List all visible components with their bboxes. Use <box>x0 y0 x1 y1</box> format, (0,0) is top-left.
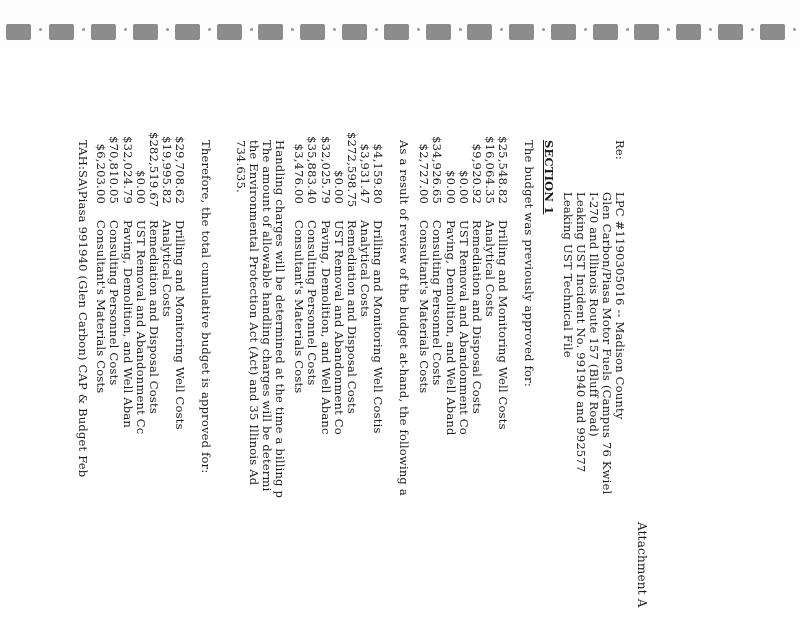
hole-mark <box>584 28 587 31</box>
budget-row <box>417 132 430 532</box>
budget-row <box>332 132 345 532</box>
budget-row <box>345 132 358 532</box>
budget-category: Consulting Personnel Costs <box>107 220 122 386</box>
punch-hole <box>217 24 242 40</box>
budget-amount: $35,883.40 <box>305 136 320 204</box>
budget-row <box>358 132 371 532</box>
budget-category: Consultant's Materials Costs <box>417 220 432 394</box>
hole-mark <box>667 28 670 31</box>
budget-amount: $0.00 <box>133 170 148 204</box>
budget-row <box>94 132 107 532</box>
hole-mark <box>542 28 545 31</box>
punch-hole <box>760 24 785 40</box>
budget-amount: $34,926.65 <box>430 136 445 204</box>
punch-hole <box>6 24 31 40</box>
hole-mark <box>166 28 169 31</box>
hole-mark <box>500 28 503 31</box>
reference-line: I-270 and Illinois Route 157 (Bluff Road) <box>586 192 601 437</box>
budget-amount: $282,519.67 <box>146 132 161 208</box>
hole-mark <box>459 28 462 31</box>
hole-mark <box>626 28 629 31</box>
punch-hole <box>467 24 492 40</box>
budget-amount: $2,727.00 <box>417 143 432 204</box>
punch-hole <box>551 24 576 40</box>
budget-category: Analytical Costs <box>357 220 372 318</box>
budget-amount: $25,548.82 <box>496 136 510 204</box>
intro-previous: The budget was previously approved for: <box>522 140 536 387</box>
budget-row <box>444 132 457 532</box>
handling-line: 734.635. <box>234 140 248 193</box>
budget-amount: $9,920.92 <box>469 143 484 204</box>
budget-category: Drilling and Monitoring Well Costis <box>371 220 385 434</box>
hole-mark <box>333 28 336 31</box>
intro-total: Therefore, the total cumulative budget is approved for: <box>199 140 213 474</box>
budget-row <box>319 132 332 532</box>
punch-hole <box>133 24 158 40</box>
punch-hole <box>258 24 283 40</box>
reference-line: Leaking UST Incident No. 991940 and 992577 <box>573 192 588 473</box>
budget-row <box>496 132 509 532</box>
punch-hole <box>384 24 409 40</box>
budget-amount: $272,598.75 <box>344 132 359 208</box>
signoff-line: TAH:SA\Piasa 991940 (Glen Carbon) CAP & Budget Feb <box>76 140 90 478</box>
hole-mark <box>208 28 211 31</box>
rotated-document-page <box>76 132 718 640</box>
budget-category: UST Removal and Abandonment Co <box>456 220 471 435</box>
budget-row <box>107 132 120 532</box>
budget-category: Paving, Demolition, and Well Abanc <box>318 220 333 435</box>
punch-hole <box>49 24 74 40</box>
budget-category: Consultant's Materials Costs <box>292 220 307 394</box>
punch-hole <box>676 24 701 40</box>
budget-amount: $3,476.00 <box>292 143 307 204</box>
budget-category: Remediation and Disposal Costs <box>344 220 359 414</box>
re-label: Re: <box>613 140 627 160</box>
budget-row <box>121 132 134 532</box>
budget-category: Drilling and Monitoring Well Costs <box>173 220 187 430</box>
budget-row <box>305 132 318 532</box>
budget-category: Drilling and Monitoring Well Costs <box>496 220 510 430</box>
reference-line: Glen Carbon/Piasa Motor Fuels (Campus 76 Kwiel <box>599 192 614 495</box>
budget-category: Remediation and Disposal Costs <box>146 220 161 414</box>
budget-category: UST Removal and Abandonment Cc <box>133 220 148 435</box>
budget-amount: $19,995.82 <box>159 136 174 204</box>
budget-amount: $3,931.47 <box>357 143 372 204</box>
budget-category: Consulting Personnel Costs <box>430 220 445 386</box>
budget-amount: $32,024.79 <box>120 136 135 204</box>
budget-amount: $70,810.05 <box>107 136 122 204</box>
budget-amount: $16,064.35 <box>482 136 497 204</box>
budget-row <box>173 132 186 532</box>
budget-amount: $0.00 <box>456 170 471 204</box>
handling-line: the Environmental Protection Act (Act) and 35 Illinois Ad <box>247 140 261 486</box>
hole-mark <box>751 28 754 31</box>
hole-mark <box>39 28 42 31</box>
hole-mark <box>124 28 127 31</box>
reference-line: LPC #1190305016 -- Madison County <box>613 192 627 420</box>
punch-hole <box>718 24 743 40</box>
punch-hole <box>426 24 451 40</box>
budget-amount: $6,203.00 <box>94 143 109 204</box>
punch-hole <box>91 24 116 40</box>
punch-hole <box>300 24 325 40</box>
hole-mark <box>291 28 294 31</box>
punch-hole <box>634 24 659 40</box>
budget-row <box>292 132 305 532</box>
handling-line: Handling charges will be determined at the time a billing p <box>273 140 287 499</box>
intro-review: As a result of review of the budget at-hand, the following a <box>397 140 411 496</box>
budget-amount: $0.00 <box>331 170 346 204</box>
budget-amount: $0.00 <box>443 170 458 204</box>
attachment-label: Attachment A <box>635 522 649 608</box>
budget-category: Consulting Personnel Costs <box>305 220 320 386</box>
punch-hole <box>509 24 534 40</box>
budget-amount: $29,708.62 <box>173 136 187 204</box>
punch-hole <box>342 24 367 40</box>
budget-category: Consultant's Materials Costs <box>94 220 109 394</box>
handling-line: The amount of allowable handling charges will be determi <box>260 140 274 492</box>
reference-block <box>561 192 626 494</box>
budget-category: Paving, Demolition, and Well Aband <box>443 220 458 436</box>
budget-row <box>147 132 160 532</box>
budget-category: Analytical Costs <box>482 220 497 318</box>
budget-row <box>457 132 470 532</box>
budget-amount: $4,159.80 <box>371 143 385 204</box>
hole-mark <box>250 28 253 31</box>
budget-category: Paving, Demolition, and Well Aban <box>120 220 135 428</box>
budget-row <box>134 132 147 532</box>
binder-hole-strip <box>0 0 800 50</box>
section-heading: SECTION 1 <box>542 140 556 215</box>
budget-amount: $32,025.79 <box>318 136 333 204</box>
hole-mark <box>793 28 796 31</box>
hole-mark <box>375 28 378 31</box>
punch-hole <box>175 24 200 40</box>
hole-mark <box>417 28 420 31</box>
hole-mark <box>709 28 712 31</box>
budget-category: Analytical Costs <box>159 220 174 318</box>
reference-line: Leaking UST Technical File <box>560 192 575 358</box>
budget-row <box>430 132 443 532</box>
budget-row <box>371 132 384 532</box>
budget-row <box>160 132 173 532</box>
budget-category: UST Removal and Abandonment Co <box>331 220 346 435</box>
budget-row <box>483 132 496 532</box>
punch-hole <box>593 24 618 40</box>
budget-category: Remediation and Disposal Costs <box>469 220 484 414</box>
budget-row <box>470 132 483 532</box>
hole-mark <box>82 28 85 31</box>
